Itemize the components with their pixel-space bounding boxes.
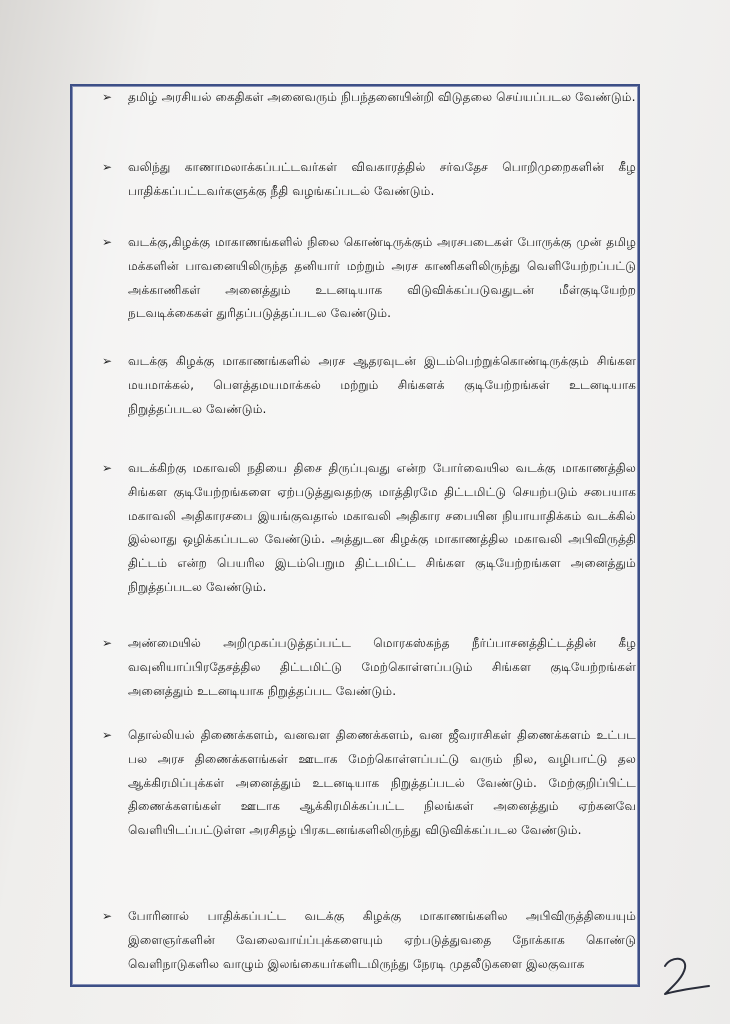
bullet-arrow-icon: ➢ (102, 909, 113, 923)
bullet-arrow-icon: ➢ (102, 636, 113, 650)
bullet-text: அண்மையில் அறிமுகப்படுத்தப்பட்ட மொரகஸ்கந்த நீர்ப்பாசனத்திட்டத்தின் கீழ வவுனியாப்பிரதேசத்தில திட்டமிட்டு மேற்கொள்ளப்படும் சிங்கள குடியேற்றங்கள் அனைத்தும் உடனடியாக நிறுத்தப்பட வேண்டும். (128, 636, 636, 698)
bullet-arrow-icon: ➢ (102, 461, 113, 475)
bullet-item (100, 156, 636, 204)
bullet-arrow-icon: ➢ (102, 235, 113, 249)
bullet-text: வடக்கிற்கு மகாவலி நதியை திசை திருப்புவது என்ற போர்வையில வடக்கு மாகாணத்தில சிங்கள குடியேற்றங்களை ஏற்படுத்துவதற்கு மாத்திரமே திட்டமிட்டு செயற்படும் சபையாக மகாவலி அதிகாரசபை இயங்குவதால் மகாவலி அதிகார சபையின நியாயாதிக்கம் வடக்கில் இல்லாது ஒழிக்கப்படல வேண்டும். அத்துடன கிழக்கு மாகாணத்தில மகாவலி அபிவிருத்தி திட்டம் என்ற பெயரில இடம்பெறும திட்டமிட்ட சிங்கள குடியேற்றங்கள அனைத்தும் நிறுத்தப்படல வேண்டும். (128, 461, 636, 594)
bullet-item (100, 457, 636, 600)
bullet-item (100, 905, 636, 976)
bullet-item (100, 86, 636, 110)
bullet-text: வடக்கு,கிழக்கு மாகாணங்களில் நிலை கொண்டிருக்கும் அரசபடைகள் போருக்கு முன் தமிழ மக்களின் பாவனையிலிருந்த தனியார் மற்றும் அரச காணிகளிலிருந்து வெளியேற்றப்பட்டு அக்காணிகள் அனைத்தும் உடனடியாக விடுவிக்கப்படுவதுடன் மீள்குடியேற்ற நடவடிக்கைகள் துரிதப்படுத்தப்படல வேண்டும். (128, 235, 636, 321)
bullet-item (100, 632, 636, 703)
bullet-arrow-icon: ➢ (102, 160, 113, 174)
bullet-item (100, 350, 636, 421)
bullet-arrow-icon: ➢ (102, 354, 113, 368)
bullet-arrow-icon: ➢ (102, 728, 113, 742)
bullet-text: தொல்லியல் திணைக்களம், வனவள திணைக்களம், வன ஜீவராசிகள் திணைக்களம் உட்பட பல அரச திணைக்களங்கள் ஊடாக மேற்கொள்ளப்பட்டு வரும் நில, வழிபாட்டு தல ஆக்கிரமிப்புக்கள் அனைத்தும் உடனடியாக நிறுத்தப்படல் வேண்டும். மேற்குறிப்பிட்ட திணைக்களங்கள் ஊடாக ஆக்கிரமிக்கப்பட்ட நிலங்கள் அனைத்தும் ஏற்கனவே வெளியிடப்பட்டுள்ள அரசிதழ் பிரகடனங்களிலிருந்து விடுவிக்கப்படல வேண்டும். (128, 728, 636, 838)
bullet-item (100, 231, 636, 326)
bullet-text: வலிந்து காணாமலாக்கப்பட்டவர்கள் விவகாரத்தில் சர்வதேச பொறிமுறைகளின் கீழ பாதிக்கப்பட்டவர்களுக்கு நீதி வழங்கப்படல் வேண்டும். (128, 160, 636, 198)
bullet-arrow-icon: ➢ (102, 90, 113, 104)
bullet-text: தமிழ் அரசியல் கைதிகள் அனைவரும் நிபந்தனையின்றி விடுதலை செய்யப்படல வேண்டும். (128, 90, 636, 104)
bullet-item (100, 724, 636, 843)
bullet-text: வடக்கு கிழக்கு மாகாணங்களில் அரச ஆதரவுடன் இடம்பெற்றுக்கொண்டிருக்கும் சிங்கள மயமாக்கல், பௌத்தமயமாக்கல் மற்றும் சிங்களக் குடியேற்றங்கள் உடனடியாக நிறுத்தப்படல வேண்டும். (128, 354, 636, 416)
bullet-text: போரினால் பாதிக்கப்பட்ட வடக்கு கிழக்கு மாகாணங்களில அபிவிருத்தியையும் இளைஞர்களின் வேலைவாய்ப்புக்களையும் ஏற்படுத்துவதை நோக்காக கொண்டு வெளிநாடுகளில வாழும் இலங்கையர்களிடமிருந்து நேரடி முதலீடுகளை இலகுவாக (128, 909, 636, 971)
handwritten-page-number (655, 950, 715, 1000)
